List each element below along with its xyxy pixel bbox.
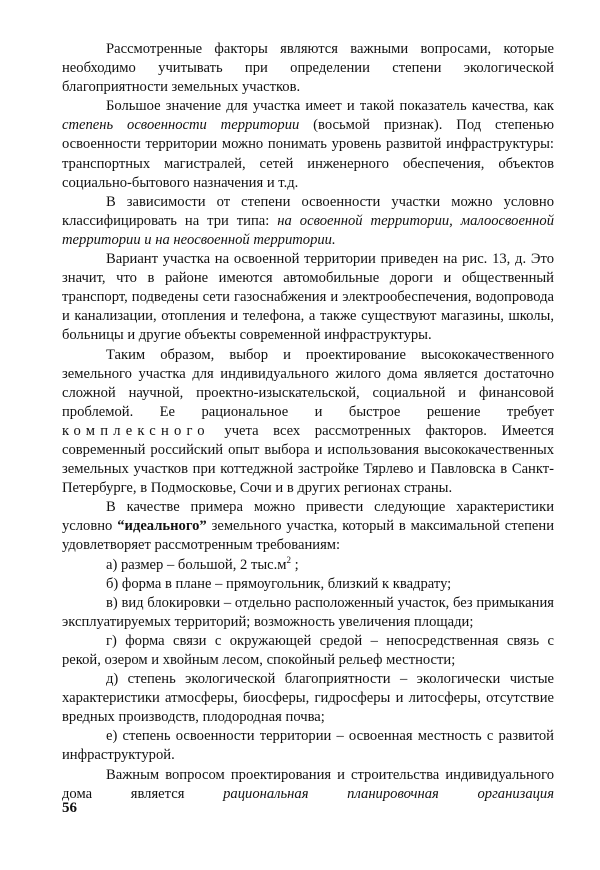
ideal-quoted: “идеального” (117, 518, 207, 535)
page-body (62, 40, 554, 804)
list-item-e: д) степень экологической благоприятности – экологически чистые характеристики атмосферы, биосферы, гидросферы и литосферы, отсутствие вредных производств, плодородная почва; (62, 671, 554, 726)
term-development-degree: степень освоенности территории (62, 117, 300, 134)
list-item-f: е) степень освоенности территории – освоенная местность с развитой инфраструктурой. (62, 728, 554, 764)
list-item-c: в) вид блокировки – отдельно расположенный участок, без примыкания эксплуатируемых территорий; возможность увеличения площади; (62, 594, 554, 630)
list-item-b: б) форма в плане – прямоугольник, близкий к квадрату; (106, 575, 452, 592)
list-item-d: г) форма связи с окружающей средой – непосредственная связь с рекой, озером и хвойным лесом, спокойный рельеф местности; (62, 632, 554, 668)
paragraph-5: Таким образом, выбор и проектирование высококачественного земельного участка для индивидуального жилого дома является достаточно сложной научной, проектно-изыскательской, социальной и финансовой проблемой. Ее рациональное и быстрое решение требует комплексного учета всех рассмотренных факторов. Имеется современный российский опыт выбора и использования высококачественных земельных участков при коттеджной застройке Тярлево и Павловска в Санкт-Петербурге, в Подмосковье, Сочи и в других регионах страны. (62, 346, 554, 497)
list-item-a: а) размер – большой, 2 $тыс.м^2$ ; (106, 554, 299, 573)
spaced-word-complex: комплексного (62, 422, 210, 439)
paragraph-3: В зависимости от степени освоенности участки можно условно классифицировать на три типа: на освоенной территории, малоосвоенной территории и на неосвоенной территории. (62, 193, 555, 248)
term-rational-organization: рациональная планировочная организация (223, 785, 554, 802)
page-number: 56 (62, 800, 77, 816)
paragraph-6: В качестве примера можно привести следующие характеристики условно “идеального” земельного участка, который в максимальной степени удовлетворяет рассмотренным требованиям: (62, 499, 555, 554)
paragraph-4: Вариант участка на освоенной территории приведен на рис. 13, д. Это значит, что в районе имеются автомобильные дороги и общественный транспорт, подведены сети газоснабжения и электрообеспечения, водопровода и канализации, отопления и телефона, а также существуют магазины, школы, больницы и другие объекты современной инфраструктуры. (62, 251, 554, 344)
paragraph-final: Важным вопросом проектирования и строительства индивидуального дома является рациональная планировочная организация (62, 766, 554, 802)
territory-types: на освоенной территории, малоосвоенной территории и на неосвоенной территории. (62, 212, 555, 248)
paragraph-2: Большое значение для участка имеет и такой показатель качества, как степень освоенности территории (восьмой признак). Под степенью освоенности территории можно понимать уровень развитой инфраструктуры: транспортных магистралей, сетей инженерного обеспечения, объектов социально-бытового назначения и т.д. (62, 98, 554, 191)
paragraph-1: Рассмотренные факторы являются важными вопросами, которые необходимо учитывать при определении степени экологической благоприятности земельных участков. (62, 41, 554, 96)
